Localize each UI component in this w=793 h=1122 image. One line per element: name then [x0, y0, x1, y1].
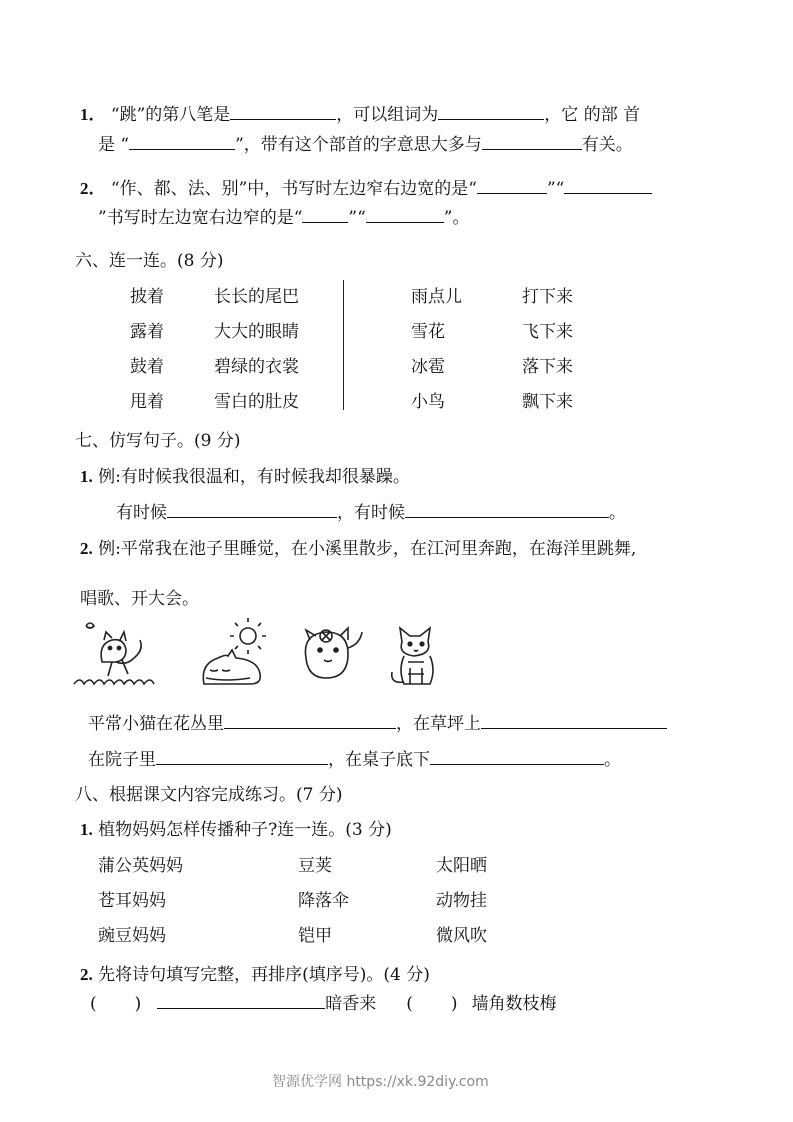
s8-col3-item-2[interactable]: 动物挂	[436, 891, 487, 911]
q2-text-1: “作、都、法、别”中，书写时左边窄右边宽的是“	[110, 179, 477, 199]
s6-right-subject-2[interactable]: 雪花	[411, 322, 445, 342]
s7-ex1-blank-1[interactable]	[167, 516, 337, 518]
q2-blank-3[interactable]	[302, 221, 348, 223]
s6-left-verb-4[interactable]: 甩着	[130, 392, 164, 412]
q2-line2	[98, 203, 469, 228]
s7-ex1-blank-2[interactable]	[405, 516, 609, 518]
s7-fill-blank-2[interactable]	[481, 727, 667, 729]
s8-order-blank-2[interactable]	[413, 1007, 451, 1009]
q1-line2	[98, 130, 633, 155]
s6-right-action-4[interactable]: 飘下来	[522, 392, 573, 412]
section8-title: 八、根据课文内容完成练习。(7 分)	[75, 785, 343, 805]
s7-ex1-text: 例:有时候我很温和，有时候我却很暴躁。	[98, 467, 410, 487]
s8-paren-close-1: )	[134, 994, 142, 1014]
s6-divider	[343, 280, 344, 410]
q1-text-3: ，它 的部 首	[544, 105, 641, 125]
s7-ex1-number: 1.	[80, 467, 93, 486]
section6-title: 六、连一连。(8 分)	[75, 251, 224, 271]
q1-text-5: ”，带有这个部首的字意思大多与	[235, 135, 482, 155]
q1-blank-1[interactable]	[230, 118, 336, 120]
cat-sitting-picture	[384, 618, 444, 690]
q1-number: 1．	[80, 105, 106, 124]
q1-blank-2[interactable]	[438, 118, 544, 120]
s6-left-verb-3[interactable]: 鼓着	[130, 357, 164, 377]
s7-ex1-label-a: 有时候	[116, 503, 167, 523]
s7-ex2-number: 2.	[80, 539, 93, 558]
s7-ex2-text: 例:平常我在池子里睡觉，在小溪里散步，在江河里奔跑，在海洋里跳舞,	[98, 539, 637, 559]
s7-fill-blank-3[interactable]	[156, 763, 328, 765]
s7-fill-label-d: ，在桌子底下	[328, 750, 430, 770]
s8-col2-item-2[interactable]: 降落伞	[298, 891, 349, 911]
s7-fill-blank-4[interactable]	[430, 763, 604, 765]
s8-paren-close-2: )	[450, 994, 458, 1014]
s8-q1-number: 1.	[80, 820, 93, 839]
s7-fill-end: 。	[604, 750, 621, 770]
s8-col3-item-1[interactable]: 太阳晒	[436, 856, 487, 876]
cat-sleeping-sun-picture	[196, 618, 276, 690]
s6-right-action-3[interactable]: 落下来	[522, 357, 573, 377]
s7-fill-label-a: 平常小猫在花丛里	[88, 714, 224, 734]
s6-right-action-2[interactable]: 飞下来	[522, 322, 573, 342]
cat-in-flowers-picture	[72, 618, 164, 690]
s8-col3-item-3[interactable]: 微风吹	[436, 926, 487, 946]
s8-paren-open-2: (	[406, 994, 413, 1014]
q2-text-4: ”“	[348, 208, 366, 228]
s6-right-action-1[interactable]: 打下来	[522, 287, 573, 307]
q1-blank-4[interactable]	[482, 148, 582, 150]
s6-left-object-1[interactable]: 长长的尾巴	[214, 287, 299, 307]
s8-order-blank-1[interactable]	[97, 1007, 135, 1009]
s7-fill-blank-1[interactable]	[224, 727, 396, 729]
section7-title: 七、仿写句子。(9 分)	[75, 431, 241, 451]
q2-line1	[80, 174, 652, 199]
q2-blank-4[interactable]	[366, 221, 444, 223]
s8-q2-text: 先将诗句填写完整，再排序(填序号)。(4 分)	[98, 965, 430, 985]
cat-with-yarn-picture	[296, 618, 366, 690]
s7-ex1-end: 。	[609, 503, 626, 523]
s7-example-1	[80, 462, 410, 487]
s7-ex2-text-cont: 唱歌、开大会。	[80, 589, 199, 609]
s8-col1-item-1[interactable]: 蒲公英妈妈	[98, 856, 183, 876]
s6-left-object-2[interactable]: 大大的眼睛	[214, 322, 299, 342]
s8-poem-b: 墙角数枝梅	[471, 994, 557, 1014]
q1-text-2: ，可以组词为	[336, 105, 439, 125]
q2-text-2: ”“	[546, 179, 565, 199]
s7-fill-line-2	[88, 745, 621, 770]
s8-paren-open-1: (	[90, 994, 97, 1014]
q1-text-6: 有关。	[581, 135, 633, 155]
s8-col2-item-3[interactable]: 铠甲	[298, 926, 332, 946]
s8-q1	[80, 815, 392, 840]
s6-left-verb-2[interactable]: 露着	[130, 322, 164, 342]
q2-text-5: ”。	[443, 208, 470, 228]
q2-text-3: ”书写时左边宽右边窄的是“	[98, 208, 303, 228]
s7-fill-label-c: 在院子里	[88, 750, 156, 770]
s6-left-object-4[interactable]: 雪白的肚皮	[214, 392, 299, 412]
q2-blank-2[interactable]	[564, 192, 652, 194]
s7-ex1-fill-line	[116, 498, 626, 523]
s8-q2-number: 2.	[80, 965, 93, 984]
s6-left-object-3[interactable]: 碧绿的衣裳	[214, 357, 299, 377]
q2-blank-1[interactable]	[477, 192, 547, 194]
s7-fill-line-1	[88, 709, 667, 734]
s8-poem-blank[interactable]	[157, 1007, 325, 1009]
s6-left-verb-1[interactable]: 披着	[130, 287, 164, 307]
s8-col2-item-1[interactable]: 豆荚	[298, 856, 332, 876]
s8-q1-text: 植物妈妈怎样传播种子?连一连。(3 分)	[98, 820, 392, 840]
q1-blank-3[interactable]	[129, 148, 235, 150]
q1-text-4: 是 “	[98, 135, 130, 155]
q1-text-1: “跳”的第八笔是	[110, 105, 231, 125]
s8-col1-item-3[interactable]: 豌豆妈妈	[98, 926, 166, 946]
s7-ex1-label-b: ，有时候	[337, 503, 405, 523]
footer-watermark: 智源优学网 https://xk.92diy.com	[272, 1074, 489, 1090]
s8-poem-a: 暗香来	[325, 994, 377, 1014]
s6-right-subject-3[interactable]: 冰雹	[411, 357, 445, 377]
s8-poem-line	[90, 989, 557, 1014]
s8-q2	[80, 960, 430, 985]
q1-line1	[80, 100, 640, 125]
s6-right-subject-1[interactable]: 雨点儿	[411, 287, 462, 307]
s8-col1-item-2[interactable]: 苍耳妈妈	[98, 891, 166, 911]
s6-right-subject-4[interactable]: 小鸟	[411, 392, 445, 412]
s7-fill-label-b: ，在草坪上	[396, 714, 481, 734]
s7-example-2	[80, 534, 636, 559]
q2-number: 2．	[80, 179, 106, 198]
